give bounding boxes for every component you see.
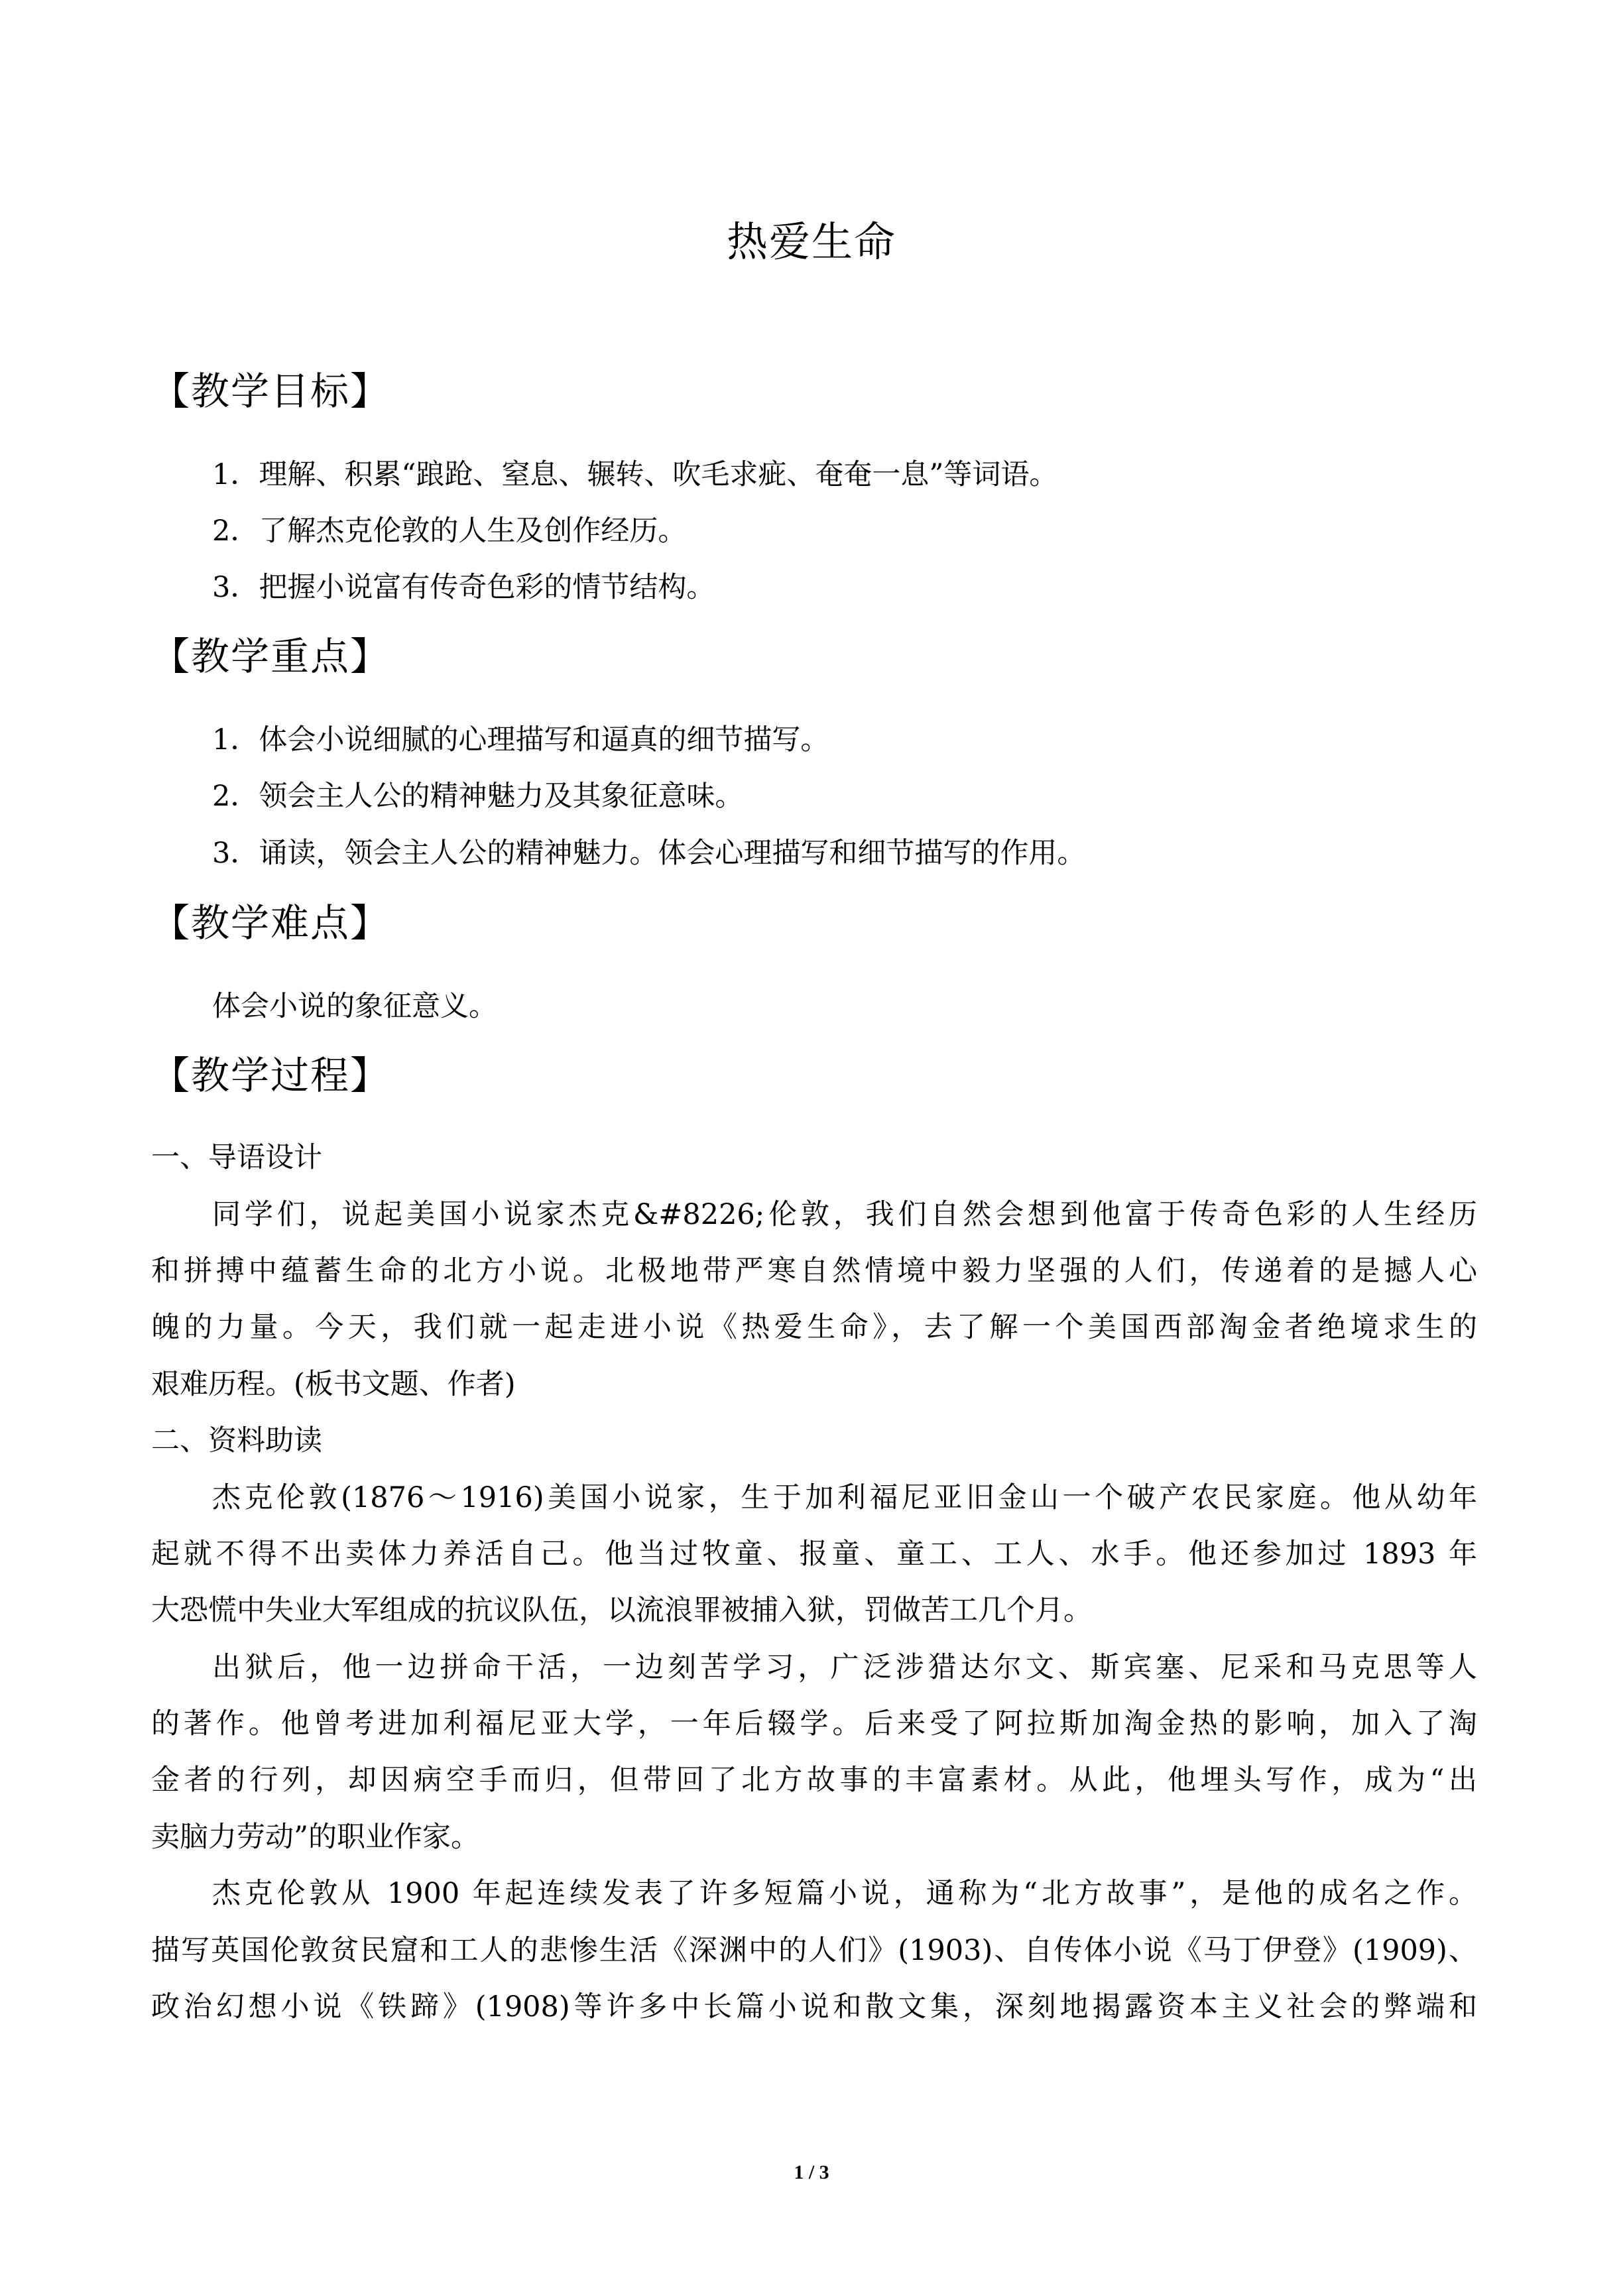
heading-objectives: 【教学目标】	[151, 369, 391, 414]
paragraph-line: 艰难历程。(板书文题、作者)	[151, 1368, 516, 1401]
paragraph-line: 金者的行列，却因病空手而归，但带回了北方故事的丰富素材。从此，他埋头写作，成为“出	[151, 1764, 1477, 1797]
page-title: 热爱生命	[726, 217, 896, 266]
paragraph-line: 魄的力量。今天，我们就一起走进小说《热爱生命》，去了解一个美国西部淘金者绝境求生的	[151, 1311, 1477, 1344]
heading-difficulties: 【教学难点】	[151, 900, 391, 945]
key-point-item-2: 2．领会主人公的精神魅力及其象征意味。	[212, 780, 744, 813]
heading-key-points: 【教学重点】	[151, 634, 391, 679]
objective-item-2: 2．了解杰克伦敦的人生及创作经历。	[212, 514, 687, 548]
paragraph-line: 和拼搏中蕴蓄生命的北方小说。北极地带严寒自然情境中毅力坚强的人们，传递着的是撼人心	[151, 1254, 1477, 1288]
paragraph-line: 卖脑力劳动”的职业作家。	[151, 1821, 479, 1854]
objective-item-3: 3．把握小说富有传奇色彩的情节结构。	[212, 571, 715, 604]
paragraph-line: 描写英国伦敦贫民窟和工人的悲惨生活《深渊中的人们》(1903)、自传体小说《马丁伊登》(1909)、	[151, 1934, 1477, 1967]
key-point-item-1: 1．体会小说细腻的心理描写和逼真的细节描写。	[212, 723, 829, 756]
paragraph-line: 出狱后，他一边拼命干活，一边刻苦学习，广泛涉猎达尔文、斯宾塞、尼采和马克思等人	[212, 1651, 1477, 1684]
paragraph-line: 杰克伦敦从 1900 年起连续发表了许多短篇小说，通称为“北方故事”，是他的成名之作。	[212, 1877, 1477, 1910]
paragraph-line: 起就不得不出卖体力养活自己。他当过牧童、报童、童工、工人、水手。他还参加过 1893 年	[151, 1538, 1477, 1571]
difficulty-text: 体会小说的象征意义。	[212, 990, 497, 1023]
paragraph-line: 同学们，说起美国小说家杰克&#8226;伦敦，我们自然会想到他富于传奇色彩的人生经历	[212, 1198, 1477, 1231]
key-point-item-3: 3．诵读，领会主人公的精神魅力。体会心理描写和细节描写的作用。	[212, 837, 1086, 870]
part1-title: 一、导语设计	[151, 1141, 322, 1174]
part2-title: 二、资料助读	[151, 1424, 322, 1457]
paragraph-line: 杰克伦敦(1876～1916)美国小说家，生于加利福尼亚旧金山一个破产农民家庭。他从幼年	[212, 1481, 1477, 1514]
paragraph-line: 大恐慌中失业大军组成的抗议队伍，以流浪罪被捕入狱，罚做苦工几个月。	[151, 1594, 1092, 1627]
paragraph-line: 的著作。他曾考进加利福尼亚大学，一年后辍学。后来受了阿拉斯加淘金热的影响，加入了淘	[151, 1707, 1477, 1740]
paragraph-line: 政治幻想小说《铁蹄》(1908)等许多中长篇小说和散文集，深刻地揭露资本主义社会的弊端和	[151, 1990, 1477, 2024]
heading-process: 【教学过程】	[151, 1053, 391, 1098]
page-number: 1 / 3	[794, 2161, 829, 2183]
objective-item-1: 1．理解、积累“踉跄、窒息、辗转、吹毛求疵、奄奄一息”等词语。	[212, 458, 1058, 491]
